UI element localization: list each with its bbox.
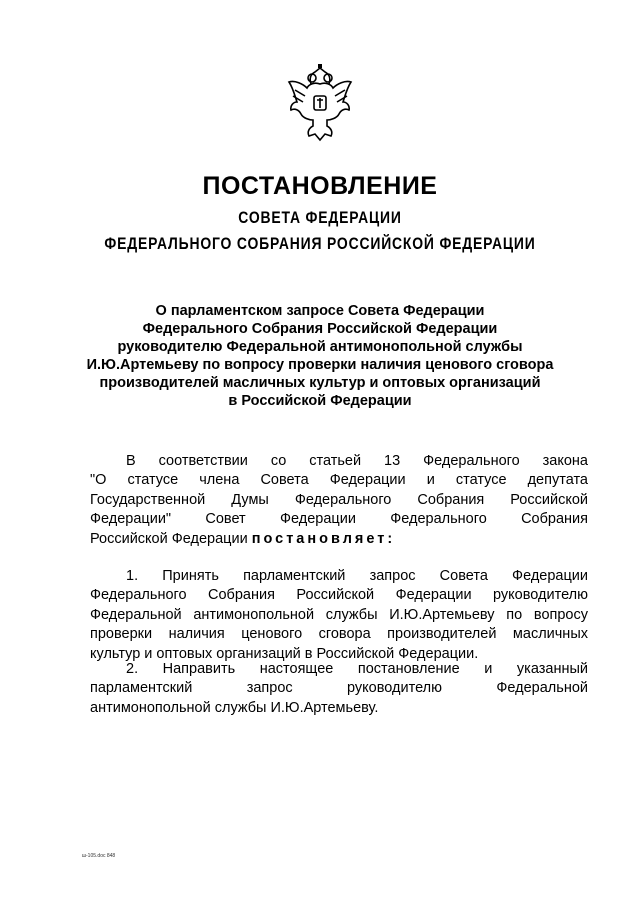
decree-word: постановляет:	[251, 530, 396, 547]
item-1-paragraph	[90, 567, 588, 664]
item-1-line: проверки наличия ценового сговора производителей масличных	[90, 626, 588, 643]
item-2-line: парламентский запрос руководителю Федеральной	[90, 680, 588, 697]
item-2-line: антимонопольной службы И.Ю.Артемьеву.	[90, 699, 379, 716]
item-1-line: Федерального Собрания Российской Федерации руководителю	[90, 587, 588, 604]
file-reference: ш-105.doc 848	[82, 853, 116, 859]
subject-line: в Российской Федерации	[228, 393, 412, 409]
coat-of-arms-icon	[285, 62, 355, 144]
document-subtitle-council: СОВЕТА ФЕДЕРАЦИИ	[238, 208, 402, 227]
preamble-paragraph	[90, 452, 588, 549]
preamble-line: Федерации" Совет Федерации Федерального Собрания	[90, 511, 588, 528]
item-1-line: культур и оптовых организаций в Российской Федерации.	[90, 645, 479, 662]
document-title: ПОСТАНОВЛЕНИЕ	[202, 172, 438, 200]
item-1-line: 1. Принять парламентский запрос Совета Федерации	[126, 568, 588, 584]
subject-line: О парламентском запросе Совета Федерации	[155, 303, 485, 319]
item-1-line: Федеральной антимонопольной службы И.Ю.Артемьеву по вопросу	[90, 606, 588, 623]
subject-line: производителей масличных культур и оптовых организаций	[99, 375, 541, 391]
preamble-line	[90, 530, 588, 549]
preamble-line: "О статусе члена Совета Федерации и статусе депутата	[90, 472, 588, 489]
subject-line: руководителю Федеральной антимонопольной службы	[117, 339, 523, 355]
item-2-paragraph	[90, 660, 588, 718]
subject-line: И.Ю.Артемьеву по вопросу проверки наличия ценового сговора	[86, 357, 554, 373]
subject-line: Федерального Собрания Российской Федерации	[142, 321, 498, 337]
document-subject	[60, 302, 580, 410]
preamble-last-line: Российской Федерации	[90, 530, 248, 547]
preamble-line: Государственной Думы Федерального Собрания Российской	[90, 491, 588, 508]
item-2-line: 2. Направить настоящее постановление и указанный	[126, 661, 588, 677]
preamble-line: В соответствии со статьей 13 Федерального закона	[126, 453, 588, 469]
document-subtitle-assembly: ФЕДЕРАЛЬНОГО СОБРАНИЯ РОССИЙСКОЙ ФЕДЕРАЦИИ	[104, 234, 536, 253]
